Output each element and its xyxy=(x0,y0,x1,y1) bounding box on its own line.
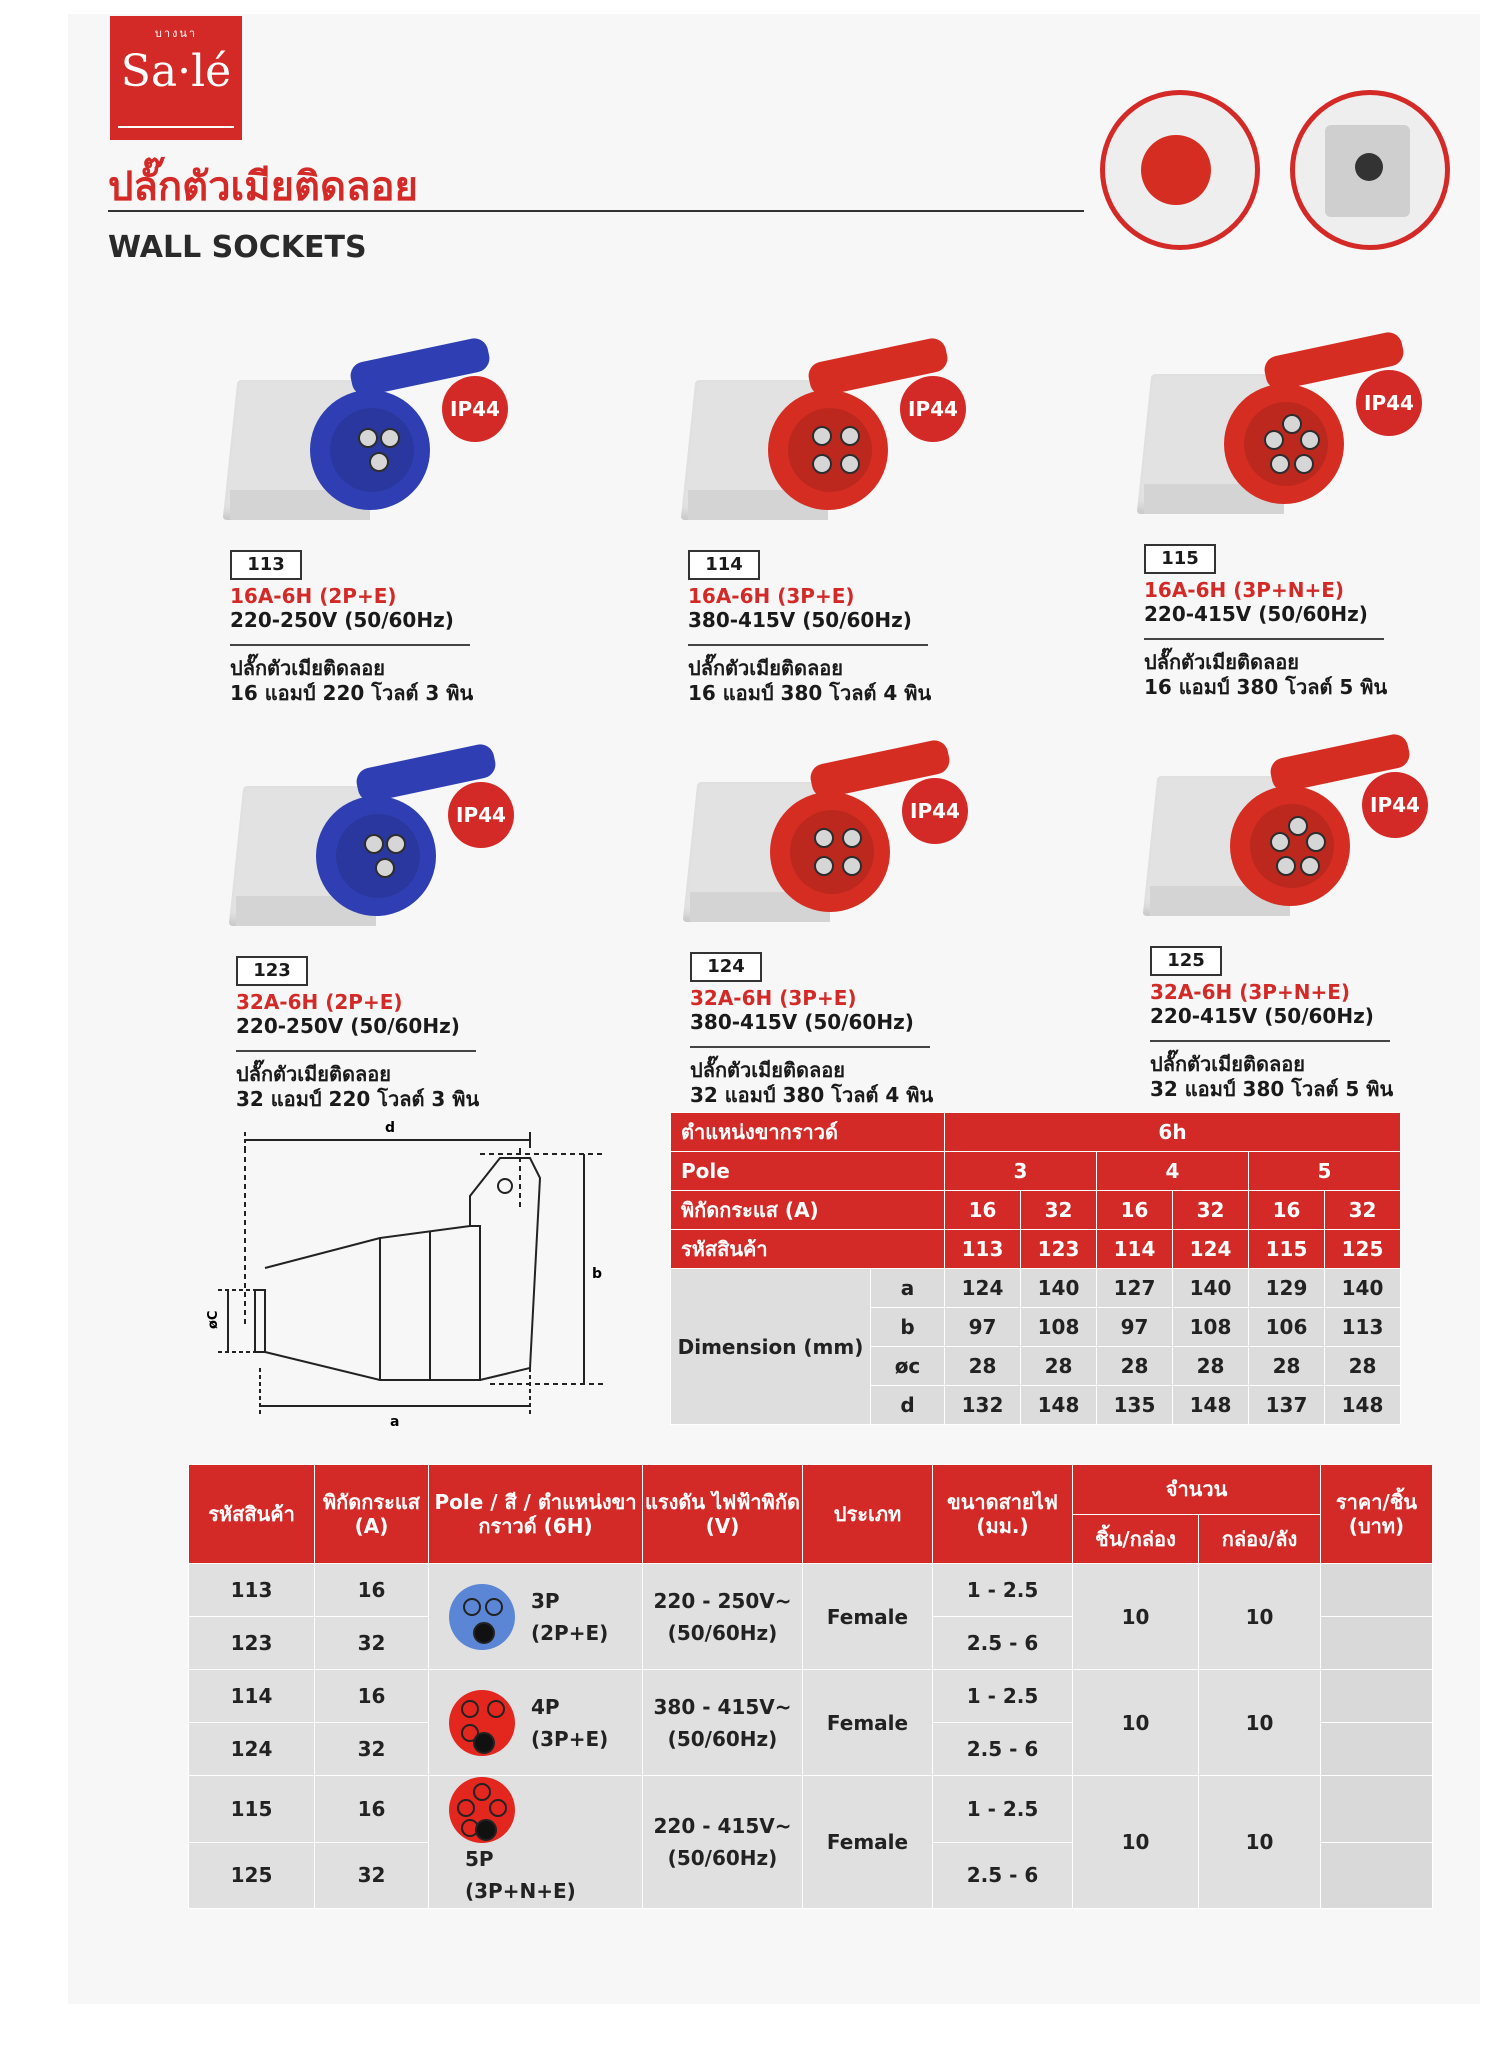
logo-underline xyxy=(118,126,234,128)
spec-dim-key: a xyxy=(871,1269,945,1308)
product-card xyxy=(1144,334,1444,554)
spec-row-pole xyxy=(671,1152,1401,1191)
spec-dim-row xyxy=(671,1269,1401,1308)
product-desc: 16 แอมป์ 220 โวลต์ 3 พิน xyxy=(230,681,474,705)
spec-dim-value: 135 xyxy=(1097,1386,1173,1425)
product-model: 16A-6H (2P+E) xyxy=(230,584,397,608)
pin-icon xyxy=(487,1700,505,1718)
product-code: 113 xyxy=(230,550,302,580)
pin-hole-icon xyxy=(842,828,862,848)
cell-per-case: 10 xyxy=(1199,1670,1321,1776)
spec-current-value: 32 xyxy=(1325,1191,1401,1230)
spec-current-value: 16 xyxy=(1249,1191,1325,1230)
pole-sub: (3P+E) xyxy=(531,1726,609,1751)
product-voltage: 220-250V (50/60Hz) xyxy=(230,608,454,632)
cell-voltage xyxy=(643,1776,803,1909)
pin-hole-icon xyxy=(1300,856,1320,876)
product-divider xyxy=(1150,1040,1390,1042)
pin-hole-icon xyxy=(1270,832,1290,852)
pin-icon xyxy=(489,1799,507,1817)
pole-value: 3P xyxy=(531,1588,560,1613)
product-code: 124 xyxy=(690,952,762,982)
spec-code-value: 113 xyxy=(945,1230,1021,1269)
spec-dim-value: 28 xyxy=(945,1347,1021,1386)
spec-dim-value: 97 xyxy=(1097,1308,1173,1347)
spec-row-earth xyxy=(671,1113,1401,1152)
spec-current-value: 32 xyxy=(1173,1191,1249,1230)
cell-per-box: 10 xyxy=(1073,1670,1199,1776)
cell-code: 124 xyxy=(189,1723,315,1776)
product-desc: ปลั๊กตัวเมียติดลอย xyxy=(230,656,385,680)
cell-code: 123 xyxy=(189,1617,315,1670)
spec-dim-value: 129 xyxy=(1249,1269,1325,1308)
cell-per-case: 10 xyxy=(1199,1776,1321,1909)
pin-hole-icon xyxy=(812,426,832,446)
dimension-diagram xyxy=(200,1118,620,1438)
spec-code-label: รหัสสินค้า xyxy=(671,1230,945,1269)
voltage-value: 220 - 415V~ xyxy=(653,1814,792,1838)
diagram-label-a: a xyxy=(390,1414,400,1430)
cell-current: 32 xyxy=(315,1723,429,1776)
spec-dim-key: øc xyxy=(871,1347,945,1386)
spec-dim-key: d xyxy=(871,1386,945,1425)
socket-face xyxy=(1250,804,1334,888)
spec-pole-value: 4 xyxy=(1097,1152,1249,1191)
spec-code-value: 124 xyxy=(1173,1230,1249,1269)
header-type: ประเภท xyxy=(803,1465,933,1564)
pin-hole-icon xyxy=(1288,816,1308,836)
product-divider xyxy=(690,1046,930,1048)
cell-type: Female xyxy=(803,1564,933,1670)
logo-subtext: บางนา xyxy=(154,27,198,40)
ip44-badge: IP44 xyxy=(1356,370,1422,436)
cell-code: 114 xyxy=(189,1670,315,1723)
spec-pole-value: 3 xyxy=(945,1152,1097,1191)
cell-current: 16 xyxy=(315,1564,429,1617)
cell-code: 115 xyxy=(189,1776,315,1843)
pin-icon xyxy=(475,1819,497,1841)
product-voltage: 380-415V (50/60Hz) xyxy=(690,1010,914,1034)
product-code: 114 xyxy=(688,550,760,580)
pin-icon xyxy=(457,1799,475,1817)
pin-hole-icon xyxy=(1306,832,1326,852)
header-per-box: ชิ้น/กล่อง xyxy=(1073,1514,1199,1564)
product-model: 16A-6H (3P+N+E) xyxy=(1144,578,1344,602)
cell-per-box: 10 xyxy=(1073,1564,1199,1670)
pin-hole-icon xyxy=(1294,454,1314,474)
product-desc: ปลั๊กตัวเมียติดลอย xyxy=(236,1062,391,1086)
product-code: 123 xyxy=(236,956,308,986)
header-current: พิกัดกระแส (A) xyxy=(315,1465,429,1564)
voltage-value: 220 - 250V~ xyxy=(653,1588,792,1613)
product-voltage: 380-415V (50/60Hz) xyxy=(688,608,912,632)
spec-dim-value: 113 xyxy=(1325,1308,1401,1347)
pole-label xyxy=(531,1691,608,1755)
ip44-badge: IP44 xyxy=(902,778,968,844)
voltage-freq: (50/60Hz) xyxy=(667,1846,778,1870)
product-voltage: 220-415V (50/60Hz) xyxy=(1150,1004,1374,1028)
spec-current-value: 16 xyxy=(1097,1191,1173,1230)
cell-type: Female xyxy=(803,1670,933,1776)
spec-dim-value: 140 xyxy=(1325,1269,1401,1308)
spec-earth-value: 6h xyxy=(945,1113,1401,1152)
spec-dim-value: 106 xyxy=(1249,1308,1325,1347)
pin-hole-icon xyxy=(840,426,860,446)
product-divider xyxy=(230,644,470,646)
spec-dim-value: 148 xyxy=(1173,1386,1249,1425)
pin-hole-icon xyxy=(1300,430,1320,450)
spec-dim-value: 28 xyxy=(1325,1347,1401,1386)
product-voltage: 220-250V (50/60Hz) xyxy=(236,1014,460,1038)
cell-voltage xyxy=(643,1670,803,1776)
diagram-label-d: d xyxy=(385,1120,396,1136)
page-title-thai: ปลั๊กตัวเมียติดลอย xyxy=(108,164,418,210)
ip44-badge: IP44 xyxy=(1362,772,1428,838)
spec-dim-value: 127 xyxy=(1097,1269,1173,1308)
spec-dim-value: 28 xyxy=(1173,1347,1249,1386)
spec-code-value: 123 xyxy=(1021,1230,1097,1269)
pin-icon xyxy=(463,1598,481,1616)
product-desc: 32 แอมป์ 220 โวลต์ 3 พิน xyxy=(236,1087,480,1111)
product-desc: ปลั๊กตัวเมียติดลอย xyxy=(688,656,843,680)
product-code: 115 xyxy=(1144,544,1216,574)
title-divider xyxy=(108,210,1084,212)
product-desc: 16 แอมป์ 380 โวลต์ 5 พิน xyxy=(1144,675,1388,699)
spec-row-current xyxy=(671,1191,1401,1230)
cell-wire: 2.5 - 6 xyxy=(933,1723,1073,1776)
pin-hole-icon xyxy=(812,454,832,474)
product-divider xyxy=(1144,638,1384,640)
cell-current: 32 xyxy=(315,1617,429,1670)
pin-hole-icon xyxy=(814,828,834,848)
socket-face xyxy=(330,408,414,492)
spec-dim-value: 124 xyxy=(945,1269,1021,1308)
spec-dim-value: 28 xyxy=(1097,1347,1173,1386)
product-desc: 32 แอมป์ 380 โวลต์ 5 พิน xyxy=(1150,1077,1394,1101)
cell-price xyxy=(1321,1776,1433,1843)
spec-dim-value: 28 xyxy=(1021,1347,1097,1386)
product-model: 32A-6H (3P+E) xyxy=(690,986,857,1010)
cell-wire: 1 - 2.5 xyxy=(933,1776,1073,1843)
cell-wire: 1 - 2.5 xyxy=(933,1670,1073,1723)
cell-price xyxy=(1321,1617,1433,1670)
cell-per-box: 10 xyxy=(1073,1776,1199,1909)
cell-code: 125 xyxy=(189,1842,315,1909)
product-card xyxy=(688,340,988,560)
header-pole: Pole / สี / ตำแหน่งขากราวด์ (6H) xyxy=(429,1465,643,1564)
cell-price xyxy=(1321,1723,1433,1776)
cell-current: 16 xyxy=(315,1670,429,1723)
pin-hole-icon xyxy=(386,834,406,854)
socket-pin-layout-icon xyxy=(449,1584,515,1650)
cell-price xyxy=(1321,1564,1433,1617)
cell-voltage xyxy=(643,1564,803,1670)
product-desc: ปลั๊กตัวเมียติดลอย xyxy=(1150,1052,1305,1076)
header-code: รหัสสินค้า xyxy=(189,1465,315,1564)
spec-row-code xyxy=(671,1230,1401,1269)
ip44-badge: IP44 xyxy=(442,376,508,442)
spec-code-value: 114 xyxy=(1097,1230,1173,1269)
product-model: 32A-6H (3P+N+E) xyxy=(1150,980,1350,1004)
spec-current-label: พิกัดกระแส (A) xyxy=(671,1191,945,1230)
cell-pole xyxy=(429,1776,643,1909)
diagram-label-c: øC xyxy=(206,1310,221,1329)
spec-earth-label: ตำแหน่งขากราวด์ xyxy=(671,1113,945,1152)
spec-dim-value: 140 xyxy=(1173,1269,1249,1308)
voltage-freq: (50/60Hz) xyxy=(667,1620,778,1645)
product-card xyxy=(1150,736,1450,956)
table-row xyxy=(189,1564,1433,1617)
cell-price xyxy=(1321,1842,1433,1909)
socket-pin-layout-icon xyxy=(449,1690,515,1756)
pin-hole-icon xyxy=(840,454,860,474)
pin-hole-icon xyxy=(814,856,834,876)
header-per-case: กล่อง/ลัง xyxy=(1199,1514,1321,1564)
pin-hole-icon xyxy=(1282,414,1302,434)
page-title-english: WALL SOCKETS xyxy=(108,230,367,265)
cell-code: 113 xyxy=(189,1564,315,1617)
pin-hole-icon xyxy=(364,834,384,854)
ip44-badge: IP44 xyxy=(448,782,514,848)
spec-pole-value: 5 xyxy=(1249,1152,1401,1191)
cell-per-case: 10 xyxy=(1199,1564,1321,1670)
product-desc: 16 แอมป์ 380 โวลต์ 4 พิน xyxy=(688,681,932,705)
product-card xyxy=(236,746,536,966)
product-model: 32A-6H (2P+E) xyxy=(236,990,403,1014)
brand-logo xyxy=(110,16,242,140)
product-card xyxy=(230,340,530,560)
dimension-spec-table xyxy=(670,1112,1401,1425)
pole-label xyxy=(465,1843,576,1907)
header-price: ราคา/ชิ้น (บาท) xyxy=(1321,1465,1433,1564)
pin-icon xyxy=(473,1732,495,1754)
cell-wire: 1 - 2.5 xyxy=(933,1564,1073,1617)
cell-wire: 2.5 - 6 xyxy=(933,1617,1073,1670)
socket-face xyxy=(336,814,420,898)
product-desc: 32 แอมป์ 380 โวลต์ 4 พิน xyxy=(690,1083,934,1107)
header-wire: ขนาดสายไฟ (มม.) xyxy=(933,1465,1073,1564)
pin-icon xyxy=(473,1622,495,1644)
pin-hole-icon xyxy=(369,452,389,472)
socket-photo-circle xyxy=(1100,90,1260,250)
diagram-label-b: b xyxy=(592,1266,603,1282)
voltage-freq: (50/60Hz) xyxy=(667,1726,778,1751)
product-model: 16A-6H (3P+E) xyxy=(688,584,855,608)
pole-label xyxy=(531,1585,608,1649)
spec-dim-value: 108 xyxy=(1021,1308,1097,1347)
ip44-badge: IP44 xyxy=(900,376,966,442)
spec-code-value: 115 xyxy=(1249,1230,1325,1269)
spec-dim-value: 97 xyxy=(945,1308,1021,1347)
cell-pole xyxy=(429,1670,643,1776)
voltage-value: 380 - 415V~ xyxy=(653,1694,792,1719)
product-desc: ปลั๊กตัวเมียติดลอย xyxy=(1144,650,1299,674)
socket-face xyxy=(1244,402,1328,486)
spec-dimension-label: Dimension (mm) xyxy=(671,1269,871,1425)
product-price-table xyxy=(188,1464,1433,1909)
pole-sub: (3P+N+E) xyxy=(465,1879,576,1903)
red-socket-photo xyxy=(1141,135,1211,205)
pin-hole-icon xyxy=(1264,430,1284,450)
header-qty: จำนวน xyxy=(1073,1465,1321,1515)
spec-dim-value: 132 xyxy=(945,1386,1021,1425)
pin-icon xyxy=(473,1783,491,1801)
spec-dim-key: b xyxy=(871,1308,945,1347)
spec-dim-value: 108 xyxy=(1173,1308,1249,1347)
cell-type: Female xyxy=(803,1776,933,1909)
pole-sub: (2P+E) xyxy=(531,1620,609,1645)
spec-current-value: 32 xyxy=(1021,1191,1097,1230)
pin-icon xyxy=(461,1700,479,1718)
product-desc: ปลั๊กตัวเมียติดลอย xyxy=(690,1058,845,1082)
spec-code-value: 125 xyxy=(1325,1230,1401,1269)
cell-wire: 2.5 - 6 xyxy=(933,1842,1073,1909)
pin-icon xyxy=(485,1598,503,1616)
socket-face xyxy=(790,810,874,894)
cell-current: 16 xyxy=(315,1776,429,1843)
header-voltage: แรงดัน ไฟฟ้าพิกัด (V) xyxy=(643,1465,803,1564)
pin-hole-icon xyxy=(1270,454,1290,474)
table-row xyxy=(189,1776,1433,1843)
table-row xyxy=(189,1670,1433,1723)
product-code: 125 xyxy=(1150,946,1222,976)
spec-dim-value: 148 xyxy=(1325,1386,1401,1425)
spec-current-value: 16 xyxy=(945,1191,1021,1230)
pin-hole-icon xyxy=(358,428,378,448)
product-card xyxy=(690,742,990,962)
product-voltage: 220-415V (50/60Hz) xyxy=(1144,602,1368,626)
pin-hole-icon xyxy=(1276,856,1296,876)
housing-hole xyxy=(1355,153,1383,181)
pole-value: 5P xyxy=(465,1847,494,1871)
cell-pole xyxy=(429,1564,643,1670)
product-divider xyxy=(688,644,928,646)
cell-current: 32 xyxy=(315,1842,429,1909)
product-divider xyxy=(236,1050,476,1052)
housing-photo-circle xyxy=(1290,90,1450,250)
cell-price xyxy=(1321,1670,1433,1723)
pin-hole-icon xyxy=(375,858,395,878)
spec-pole-label: Pole xyxy=(671,1152,945,1191)
socket-pin-layout-icon xyxy=(449,1777,515,1843)
spec-dim-value: 140 xyxy=(1021,1269,1097,1308)
pin-hole-icon xyxy=(380,428,400,448)
pole-value: 4P xyxy=(531,1694,560,1719)
pin-hole-icon xyxy=(842,856,862,876)
logo-text: Sa·lé xyxy=(120,46,232,97)
spec-dim-value: 148 xyxy=(1021,1386,1097,1425)
socket-face xyxy=(788,408,872,492)
spec-dim-value: 28 xyxy=(1249,1347,1325,1386)
spec-dim-value: 137 xyxy=(1249,1386,1325,1425)
